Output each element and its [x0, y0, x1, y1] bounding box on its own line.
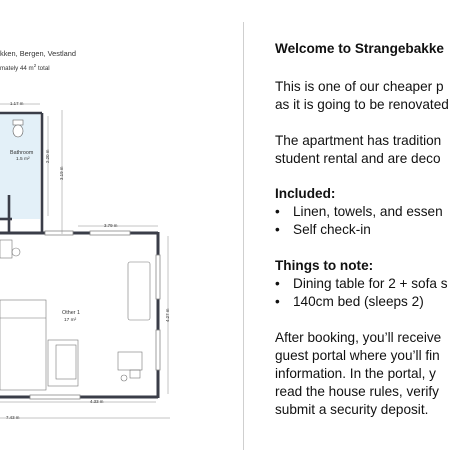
included-heading: Included: — [275, 186, 336, 201]
paragraph-3-line-3: information. In the portal, y — [275, 366, 436, 381]
notes-heading: Things to note: — [275, 258, 374, 273]
dim-total-width: 7.43 m — [6, 415, 20, 420]
listing-description — [275, 0, 450, 450]
plan-area-sup: 2 — [33, 63, 37, 68]
notes-item-text: Dining table for 2 + sofa s — [293, 276, 448, 291]
bullet: • — [275, 276, 280, 291]
plan-area-prefix: mately 44 m — [0, 65, 34, 73]
dim-main-height: 4.27 m — [165, 308, 170, 322]
toilet-icon — [13, 120, 23, 137]
listing-title: Welcome to Strangebakke — [275, 41, 444, 56]
paragraph-3-line-4: read the house rules, verify — [275, 384, 439, 399]
room-label-other-1: Other 1 — [62, 310, 80, 316]
bullet: • — [275, 294, 280, 309]
room-label-bathroom: Bathroom — [10, 150, 34, 156]
room-size-other-1: 17 m² — [64, 318, 77, 323]
bullet: • — [275, 204, 280, 219]
notes-item — [275, 293, 424, 310]
included-item-text: Linen, towels, and essen — [293, 204, 443, 219]
paragraph-1-line-2: as it is going to be renovated — [275, 97, 449, 112]
dim-main-width-top: 3.79 m — [104, 223, 118, 228]
bullet: • — [275, 222, 280, 237]
paragraph-3-line-2: guest portal where you’ll fin — [275, 348, 440, 363]
paragraph-3-line-1: After booking, you’ll receive — [275, 330, 442, 345]
dim-main-width-bottom: 4.33 m — [90, 399, 104, 404]
included-item — [275, 203, 443, 220]
column-divider — [243, 22, 244, 450]
dim-bath-outer-height: 3.19 m — [59, 166, 64, 180]
dim-bath-width: 1.17 m — [10, 101, 24, 106]
room-size-bathroom: 1.5 m² — [16, 157, 30, 162]
included-item-text: Self check-in — [293, 222, 371, 237]
included-item — [275, 221, 371, 238]
plan-area-suffix: total — [36, 65, 50, 73]
plan-address: kken, Bergen, Vestland — [0, 49, 77, 58]
paragraph-1-line-1: This is one of our cheaper p — [275, 79, 444, 94]
paragraph-2-line-1: The apartment has tradition — [275, 133, 442, 148]
windows — [30, 231, 160, 399]
notes-item-text: 140cm bed (sleeps 2) — [293, 294, 424, 309]
paragraph-3-line-5: submit a security deposit. — [275, 402, 429, 417]
notes-item — [275, 275, 448, 292]
paragraph-2-line-2: student rental and are deco — [275, 151, 441, 166]
dim-bath-height: 2.20 m — [45, 149, 50, 163]
